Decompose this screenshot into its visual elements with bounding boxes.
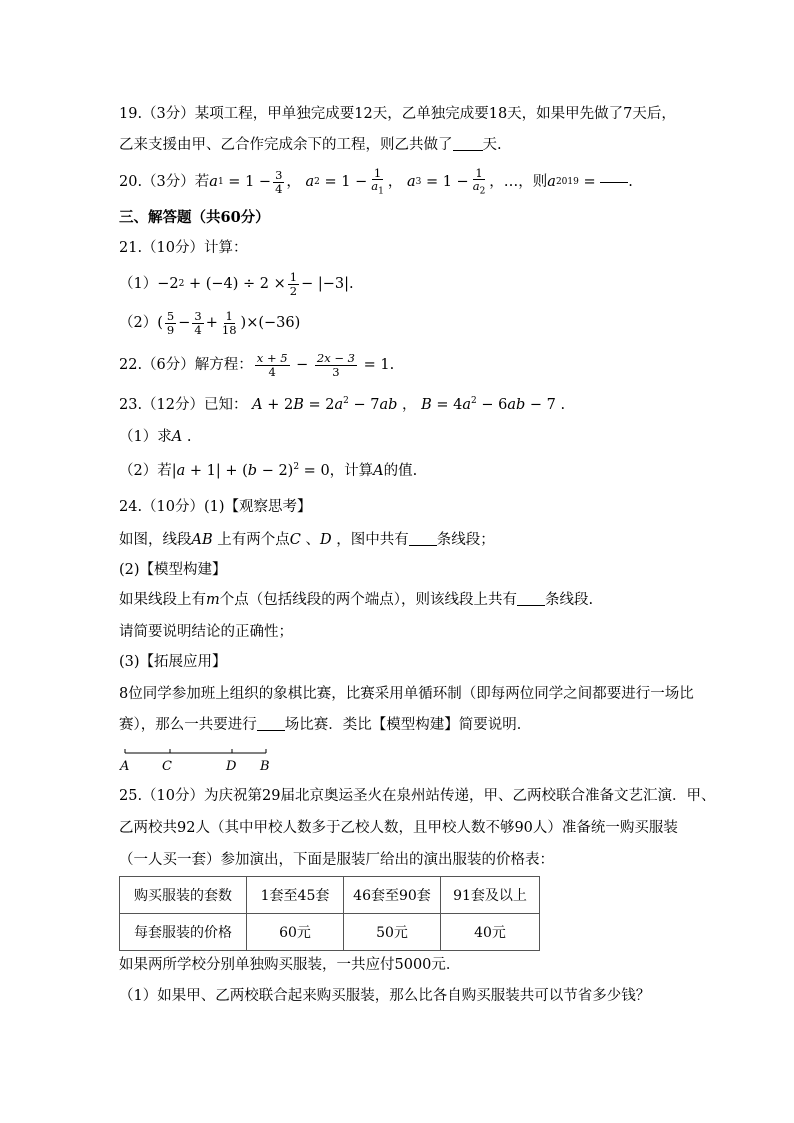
answer-blank[interactable] bbox=[517, 605, 545, 606]
section-heading: 三、解答题（共60分） bbox=[119, 209, 270, 226]
q25-line5: （1）如果甲、乙两校联合起来购买服装，那么比各自购买服装共可以节省多少钱？ bbox=[119, 988, 651, 1004]
q24-sub3: (3)【拓展应用】 bbox=[119, 654, 227, 670]
q24-head: 24.（10分）(1)【观察思考】 bbox=[119, 499, 312, 515]
q24-line1: 如图，线段AB 上有两个点C 、D ，图中共有 条线段； bbox=[119, 532, 495, 548]
q23-part1: （1）求A . bbox=[119, 429, 192, 445]
price-table bbox=[119, 876, 540, 951]
q25-line1: 25.（10分）为庆祝第29届北京奥运圣火在泉州站传递，甲、乙两校联合准备文艺汇演．甲、 bbox=[119, 788, 716, 804]
q20-line: 20.（3分）若 a 1 = 1 − $\frac{3}{4}$ ， a 2 = 1 − $\frac{1}{a_1}$ ， a 3 = 1 − $\frac{1}{a_2}$ ，…，则 a 2019 = . bbox=[119, 166, 633, 197]
q24-line5: 赛），那么一共要进行 场比赛．类比【模型构建】简要说明． bbox=[119, 717, 532, 733]
q24-line2: 如果线段上有m个点（包括线段的两个端点），则该线段上共有 条线段. bbox=[119, 592, 594, 608]
q19-line2: 乙来支援由甲、乙合作完成余下的工程，则乙共做了 天. bbox=[119, 137, 502, 153]
point-label-c: C bbox=[162, 759, 172, 774]
fraction: $\frac{2x - 3}{3}$ bbox=[316, 351, 355, 379]
point-label-b: B bbox=[260, 759, 270, 774]
table-cell: 1套至45套 bbox=[247, 877, 344, 914]
q25-line2: 乙两校共92人（其中甲校人数多于乙校人数，且甲校人数不够90人）准备统一购买服装 bbox=[119, 820, 678, 836]
table-cell: 46套至90套 bbox=[344, 877, 441, 914]
fraction: $\frac{1}{a_1}$ bbox=[371, 166, 384, 197]
answer-blank[interactable] bbox=[600, 182, 628, 183]
q24-line3: 请简要说明结论的正确性； bbox=[119, 624, 293, 640]
fraction: $\frac{3}{4}$ bbox=[194, 309, 202, 337]
q21-part2: （2） ( $\frac{5}{9}$ − $\frac{3}{4}$ + $\frac{1}{18}$ ) ×(−36) bbox=[119, 309, 301, 337]
fraction: $\frac{x + 5}{4}$ bbox=[256, 351, 288, 379]
q24-line4: 8位同学参加班上组织的象棋比赛，比赛采用单循环制（即每两位同学之间都要进行一场比 bbox=[119, 686, 694, 702]
line-segment-figure bbox=[118, 745, 278, 775]
q24-sub2: (2)【模型构建】 bbox=[119, 562, 227, 578]
point-label-a: A bbox=[120, 759, 130, 774]
table-row bbox=[120, 877, 540, 914]
q23-head: 23.（12分）已知： $A + 2B = 2a^2 - 7ab$ ， $B = 4a^2 - 6ab - 7$ . bbox=[119, 396, 566, 413]
point-label-d: D bbox=[226, 759, 237, 774]
q21-head: 21.（10分）计算： bbox=[119, 240, 248, 256]
q25-line4: 如果两所学校分别单独购买服装，一共应付5000元． bbox=[119, 957, 461, 973]
table-cell: 50元 bbox=[344, 914, 441, 951]
table-cell: 每套服装的价格 bbox=[120, 914, 247, 951]
answer-blank[interactable] bbox=[409, 545, 437, 546]
q22-line: 22.（6分）解方程： $\frac{x + 5}{4}$ − $\frac{2x - 3}{3}$ = 1. bbox=[119, 351, 395, 379]
table-cell: 91套及以上 bbox=[441, 877, 540, 914]
table-cell: 购买服装的套数 bbox=[120, 877, 247, 914]
table-row bbox=[120, 914, 540, 951]
fraction: $\frac{1}{a_2}$ bbox=[472, 166, 486, 197]
answer-blank[interactable] bbox=[453, 150, 483, 151]
q25-line3: （一人买一套）参加演出，下面是服装厂给出的演出服装的价格表： bbox=[119, 852, 554, 868]
fraction: $\frac{5}{9}$ bbox=[166, 309, 175, 337]
q21-part1: （1） −2 2 + (−4) ÷ 2 × $\frac{1}{2}$ − |−3|. bbox=[119, 270, 354, 298]
table-cell: 40元 bbox=[441, 914, 540, 951]
q19-line1: 19.（3分）某项工程，甲单独完成要12天，乙单独完成要18天，如果甲先做了7天后， bbox=[119, 106, 676, 122]
fraction: $\frac{1}{2}$ bbox=[289, 270, 298, 298]
q23-part2: （2）若$|a + 1| + (b - 2)^2 = 0$，计算A的值. bbox=[119, 462, 418, 479]
fraction: $\frac{3}{4}$ bbox=[275, 168, 283, 196]
fraction: $\frac{1}{18}$ bbox=[221, 309, 237, 337]
table-cell: 60元 bbox=[247, 914, 344, 951]
answer-blank[interactable] bbox=[257, 730, 285, 731]
